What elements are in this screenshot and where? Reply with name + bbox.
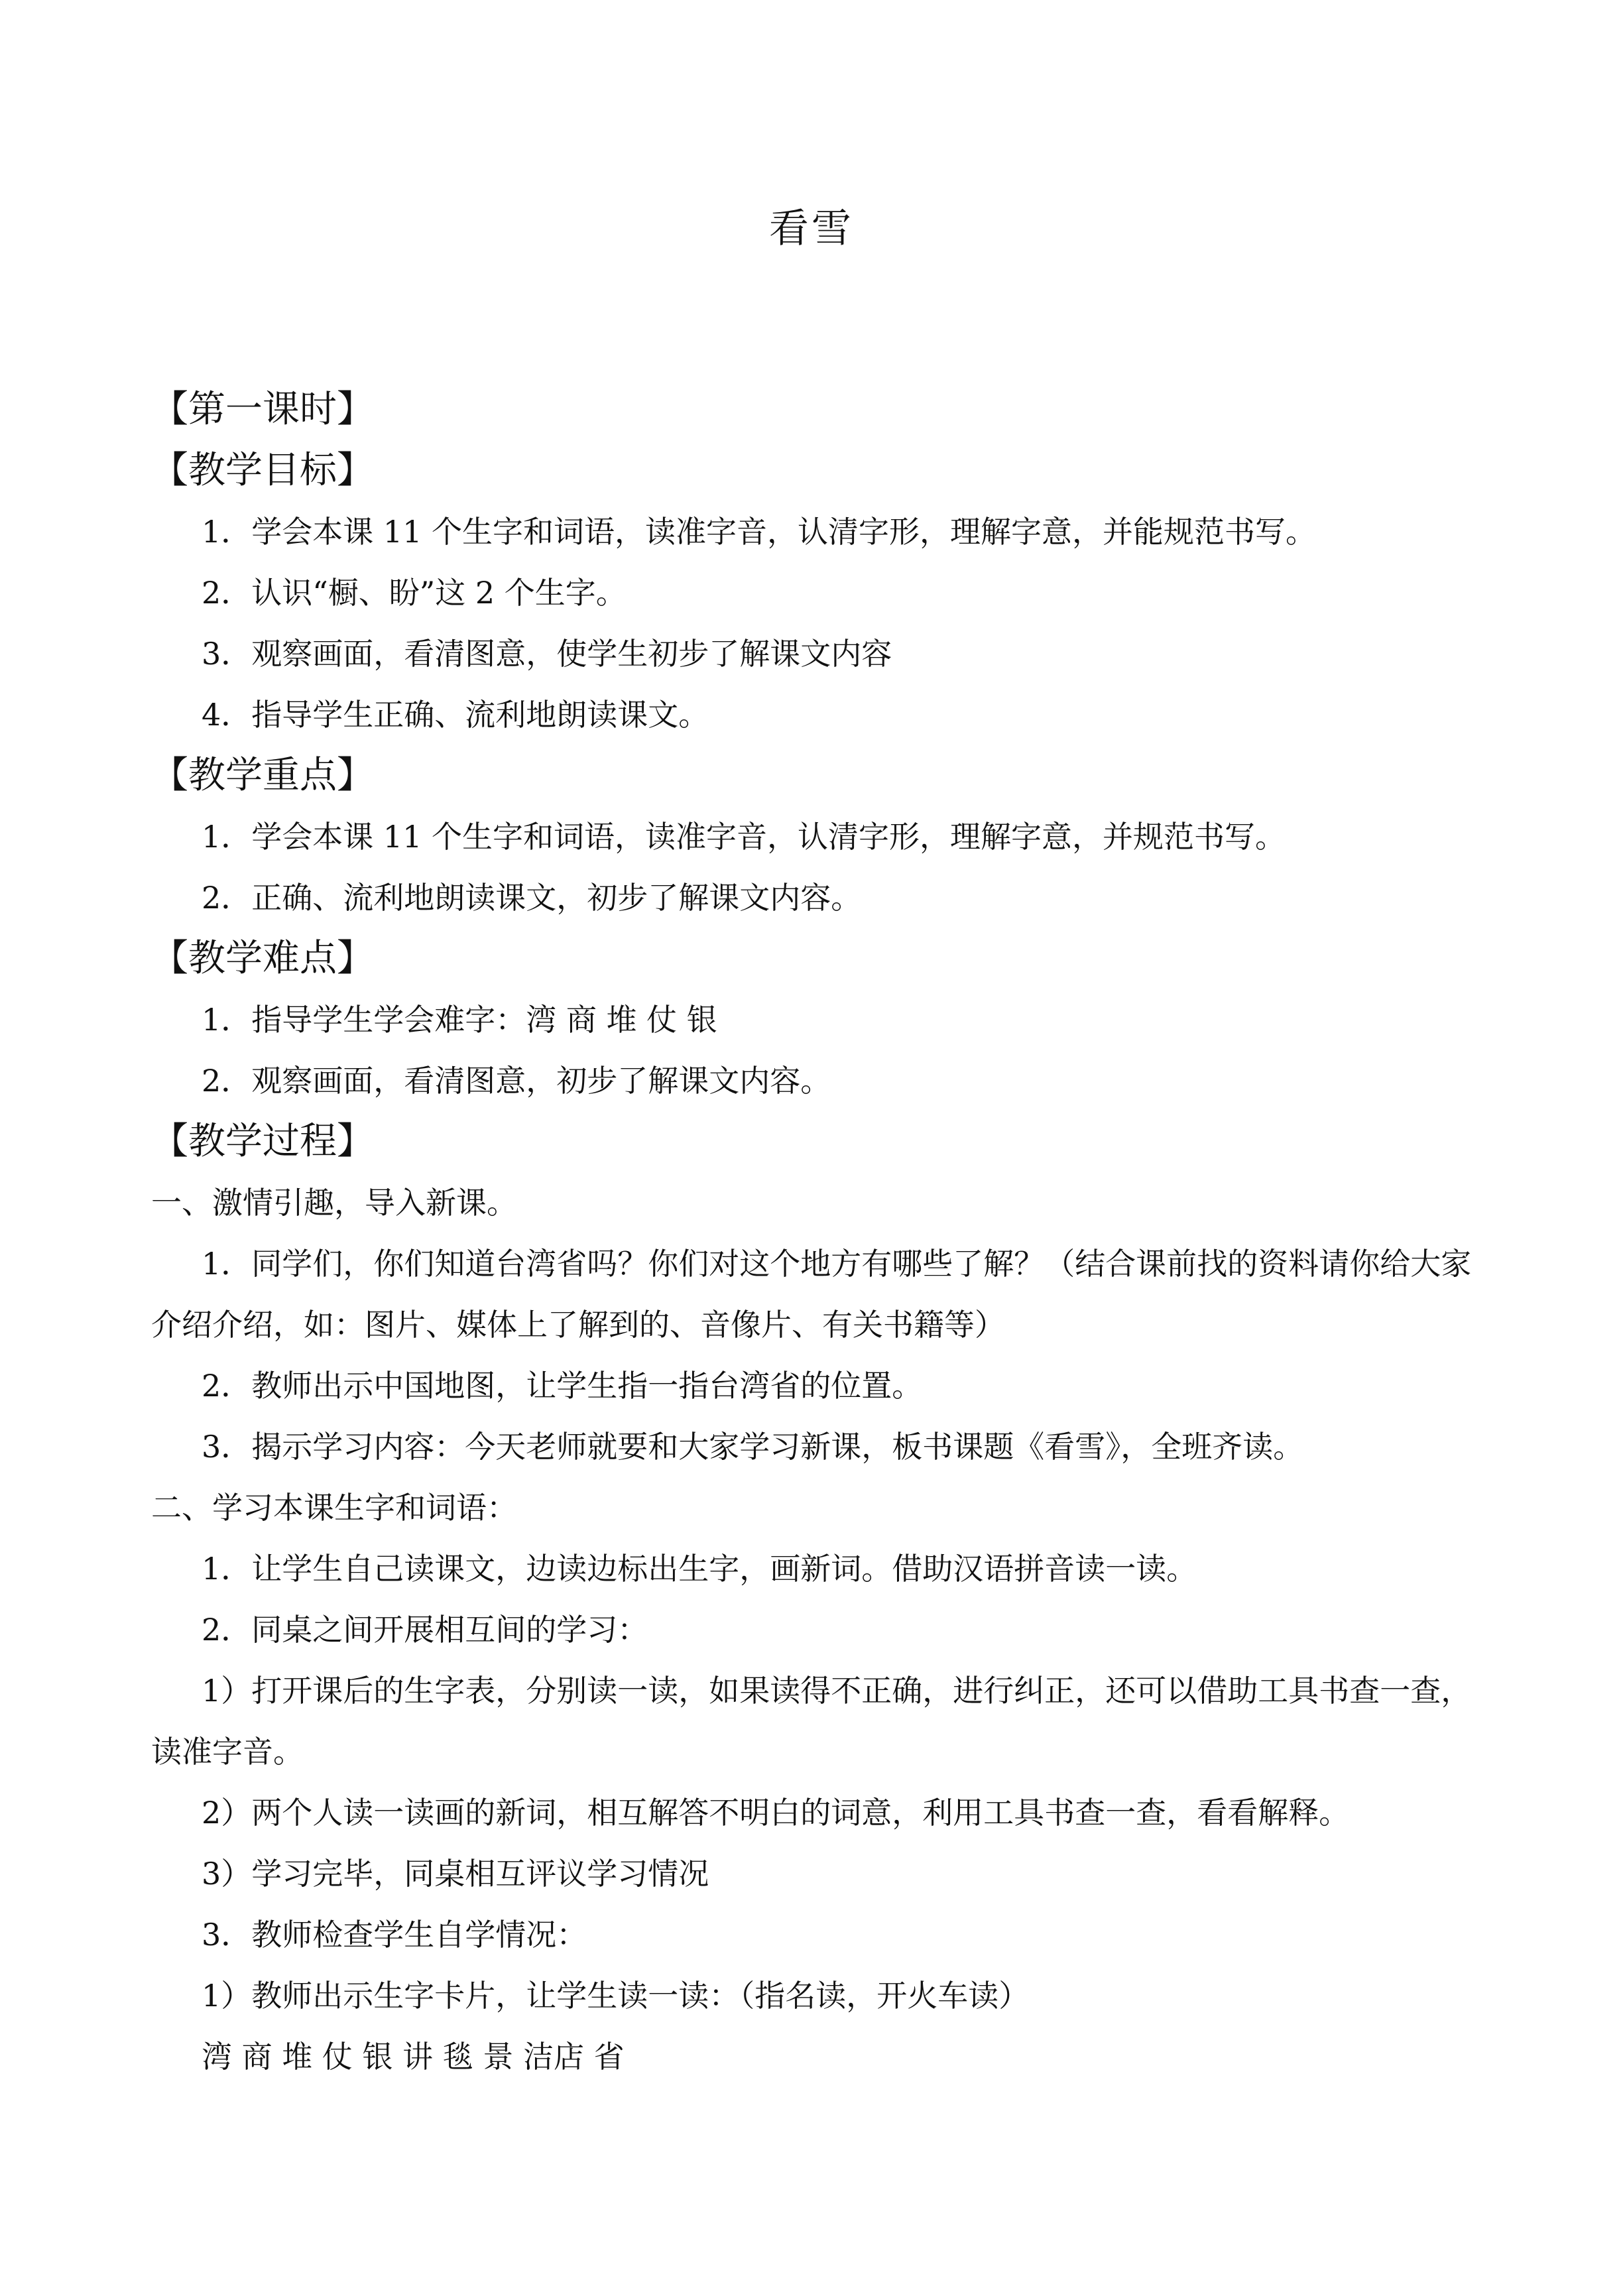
document-title: 看雪: [769, 206, 854, 252]
process-step: 2．同桌之间开展相互间的学习：: [202, 1612, 648, 1648]
section-heading-focus: 【教学重点】: [151, 754, 374, 797]
focus-item: 1．学会本课 11 个生字和词语，读准字音，认清字形，理解字意，并规范书写。: [202, 819, 1286, 855]
process-step: 1．让学生自己读课文，边读边标出生字，画新词。借助汉语拼音读一读。: [202, 1551, 1197, 1587]
process-part-title: 二、学习本课生字和词语：: [151, 1490, 517, 1526]
goal-item: 1．学会本课 11 个生字和词语，读准字音，认清字形，理解字意，并能规范书写。: [202, 514, 1317, 550]
process-step: 1）教师出示生字卡片，让学生读一读：（指名读，开火车读）: [202, 1978, 1030, 2014]
process-step: 2．教师出示中国地图，让学生指一指台湾省的位置。: [202, 1368, 923, 1404]
section-heading-difficulty: 【教学难点】: [151, 937, 374, 980]
difficulty-item: 1．指导学生学会难字：湾 商 堆 仗 银: [202, 1002, 717, 1038]
process-step: 3．教师检查学生自学情况：: [202, 1917, 587, 1953]
section-heading-process: 【教学过程】: [151, 1120, 374, 1163]
section-heading-goals: 【教学目标】: [151, 449, 374, 492]
process-part-title: 一、激情引趣，导入新课。: [151, 1185, 517, 1221]
character-list: 湾 商 堆 仗 银 讲 毯 景 洁店 省: [202, 2039, 625, 2075]
process-step: 3．揭示学习内容：今天老师就要和大家学习新课，板书课题《看雪》，全班齐读。: [202, 1429, 1304, 1465]
process-step: 3）学习完毕，同桌相互评议学习情况: [202, 1856, 709, 1892]
focus-item: 2．正确、流利地朗读课文，初步了解课文内容。: [202, 880, 862, 916]
goal-item: 4．指导学生正确、流利地朗读课文。: [202, 697, 709, 733]
process-step: 2）两个人读一读画的新词，相互解答不明白的词意，利用工具书查一查，看看解释。: [202, 1795, 1350, 1831]
process-step: 1．同学们，你们知道台湾省吗？你们对这个地方有哪些了解？（结合课前找的资料请你给大家介绍介绍，如：图片、媒体上了解到的、音像片、有关书籍等）: [151, 1246, 1472, 1343]
goal-item: 2．认识“橱、盼”这 2 个生字。: [202, 575, 627, 611]
difficulty-item: 2．观察画面，看清图意，初步了解课文内容。: [202, 1063, 831, 1099]
goal-item: 3．观察画面，看清图意，使学生初步了解课文内容: [202, 636, 892, 672]
process-step: 1）打开课后的生字表，分别读一读，如果读得不正确，进行纠正，还可以借助工具书查一查，读准字音。: [151, 1673, 1472, 1770]
document-body: [151, 379, 1493, 2087]
section-heading-period: 【第一课时】: [151, 388, 374, 431]
